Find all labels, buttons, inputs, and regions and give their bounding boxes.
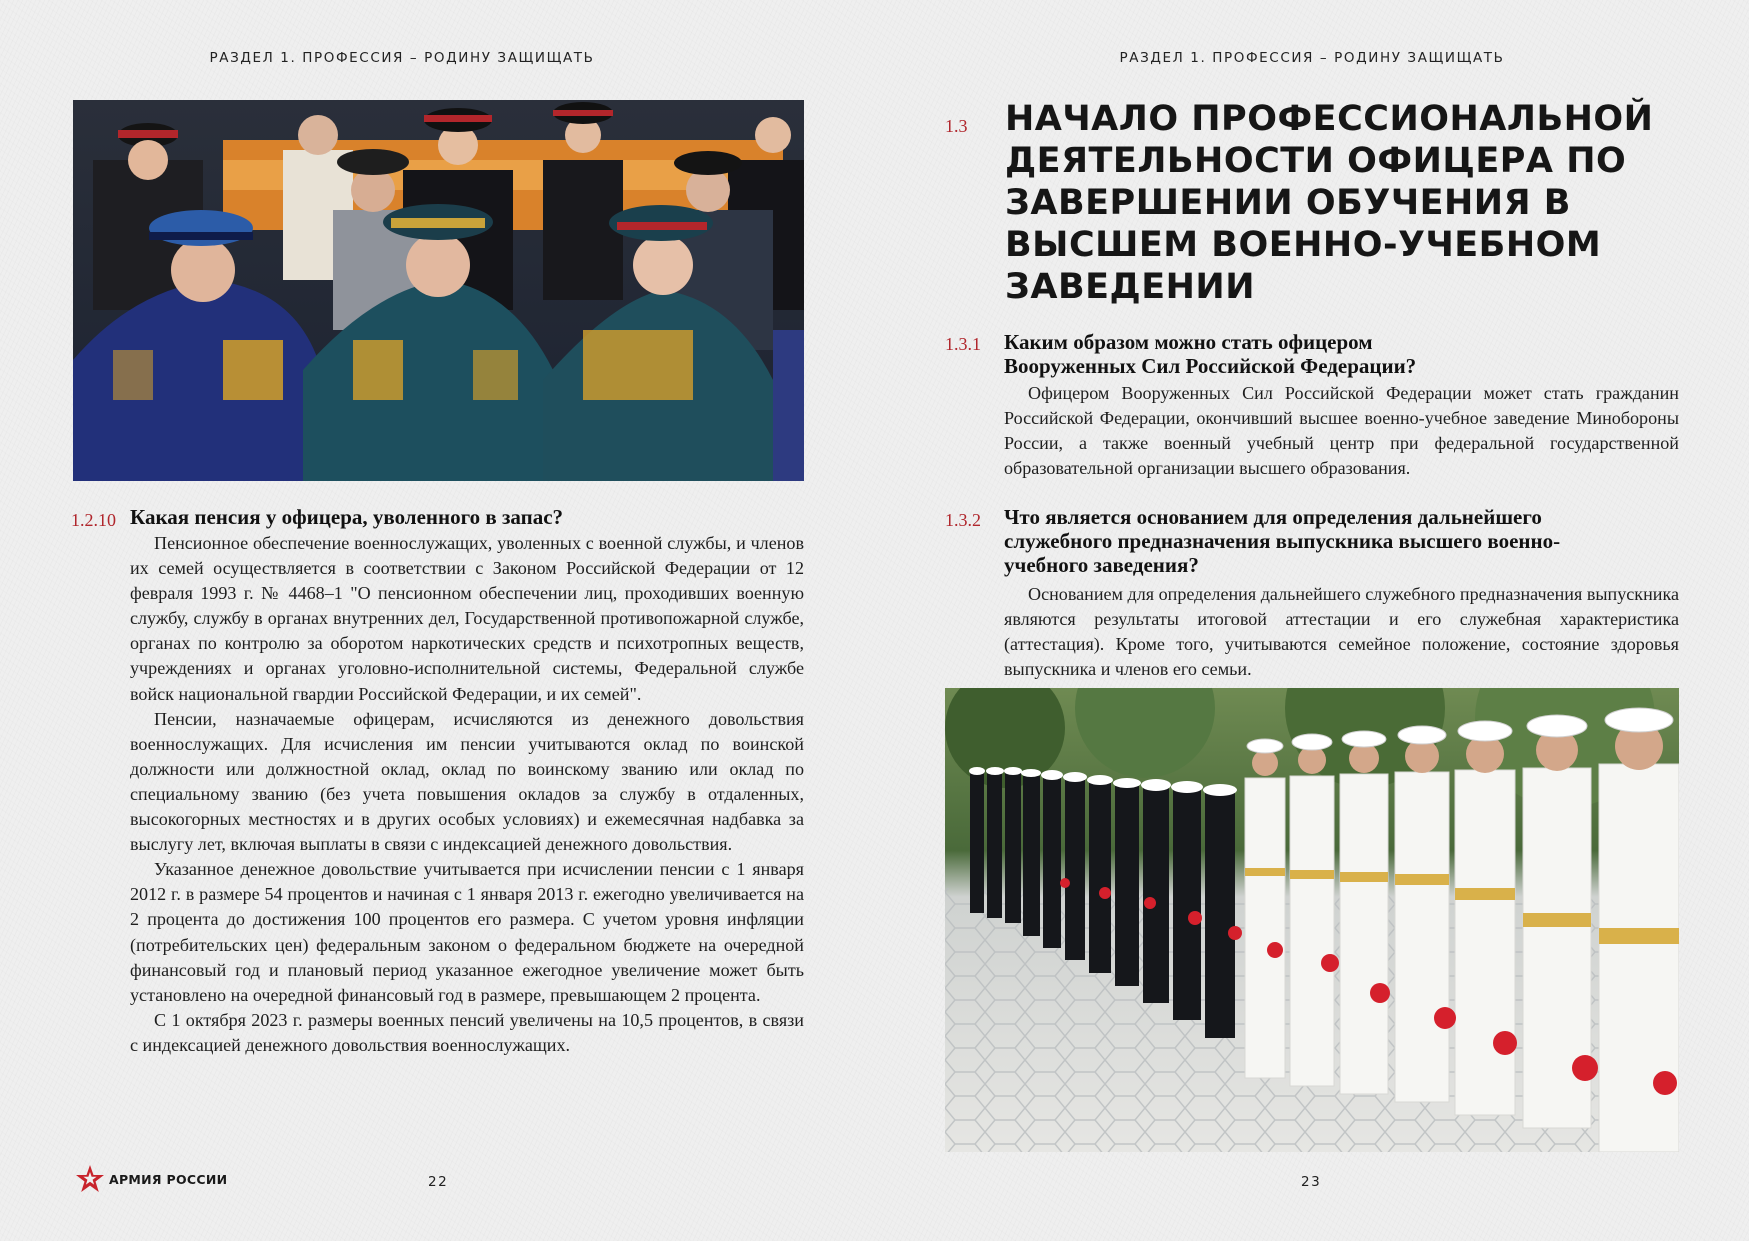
left-page: [0, 0, 874, 1241]
section-number: 1.3.1: [945, 334, 981, 354]
section-body: [130, 531, 804, 1058]
paragraph: Основанием для определения дальнейшего служебного предназначения выпускника являются результаты итоговой аттестации и его служебная характеристика (аттестация). Кроме того, учитываются семейное положение, состояние здоровья выпускника и членов его семьи.: [1004, 584, 1679, 680]
page-number: 22: [428, 1174, 449, 1190]
section-body: [1004, 381, 1679, 481]
section-title: Что является основанием для определения дальнейшего служебного предназначения выпускника высшего военно-учебного заведения?: [1004, 505, 1561, 577]
section-title: Каким образом можно стать офицером Вооруженных Сил Российской Федерации?: [1004, 330, 1417, 378]
chapter-number: 1.3: [945, 116, 968, 136]
section-body: [1004, 582, 1679, 682]
paragraph: С 1 октября 2023 г. размеры военных пенсий увеличены на 10,5 процентов, в связи с индексацией денежного довольствия военнослужащих.: [130, 1009, 804, 1055]
section-number: 1.3.2: [945, 510, 981, 530]
running-head-left: РАЗДЕЛ 1. ПРОФЕССИЯ – РОДИНУ ЗАЩИЩАТЬ: [209, 50, 595, 66]
running-head-right: РАЗДЕЛ 1. ПРОФЕССИЯ – РОДИНУ ЗАЩИЩАТЬ: [1119, 50, 1505, 66]
chapter-title: НАЧАЛО ПРОФЕССИОНАЛЬНОЙ ДЕЯТЕЛЬНОСТИ ОФИЦЕРА ПО ЗАВЕРШЕНИИ ОБУЧЕНИЯ В ВЫСШЕМ ВОЕННО-УЧЕБНОМ ЗАВЕДЕНИИ: [1005, 99, 1654, 307]
naval-cadets-photo: [945, 688, 1679, 1152]
paragraph: Указанное денежное довольствие учитывается при исчислении пенсии с 1 января 2012 г. в размере 54 процентов и начиная с 1 января 2013 г. ежегодно увеличивается на 2 процента до достижения 100 процентов его размера. С учетом уровня инфляции (потребительских цен) федеральным законом о федеральном бюджете на очередной финансовый год и плановый период указанное ежегодное увеличение может быть установлено на очередной финансовый год в размере, превышающем 2 процента.: [130, 859, 804, 1005]
logo-text: АРМИЯ РОССИИ: [109, 1171, 228, 1187]
veterans-photo: [73, 100, 804, 481]
page-number: 23: [1301, 1174, 1322, 1190]
section-number: 1.2.10: [71, 510, 116, 530]
red-star-icon: [75, 1164, 105, 1194]
paragraph: Офицером Вооруженных Сил Российской Федерации может стать гражданин Российской Федерации, окончивший высшее военно-учебное заведение Минобороны России, а также военный учебный центр при федеральной государственной образовательной организации высшего образования.: [1004, 383, 1679, 479]
logo: [75, 1164, 227, 1194]
paragraph: Пенсионное обеспечение военнослужащих, уволенных с военной службы, и членов их семей осуществляется в соответствии с Законом Российской Федерации от 12 февраля 1993 г. № 4468–1 "О пенсионном обеспечении лиц, проходивших военную службу, службу в органах внутренних дел, Государственной противопожарной службе, органах по контролю за оборотом наркотических средств и психотропных веществ, учреждениях и органах уголовно-исполнительной системы, Федеральной службе войск национальной гвардии Российской Федерации, и их семей".: [130, 533, 804, 704]
paragraph: Пенсии, назначаемые офицерам, исчисляются из денежного довольствия военнослужащих. Для исчисления им пенсии учитываются оклад по воинской должности или должностной оклад, оклад по воинскому званию или оклад по специальному званию (без учета повышения окладов за службу в отдаленных, высокогорных местностях и в других особых условиях) и ежемесячная надбавка за выслугу лет, включая выплаты в связи с индексацией денежного довольствия.: [130, 708, 804, 855]
section-title: Какая пенсия у офицера, уволенного в запас?: [130, 505, 564, 529]
right-page: [874, 0, 1749, 1241]
